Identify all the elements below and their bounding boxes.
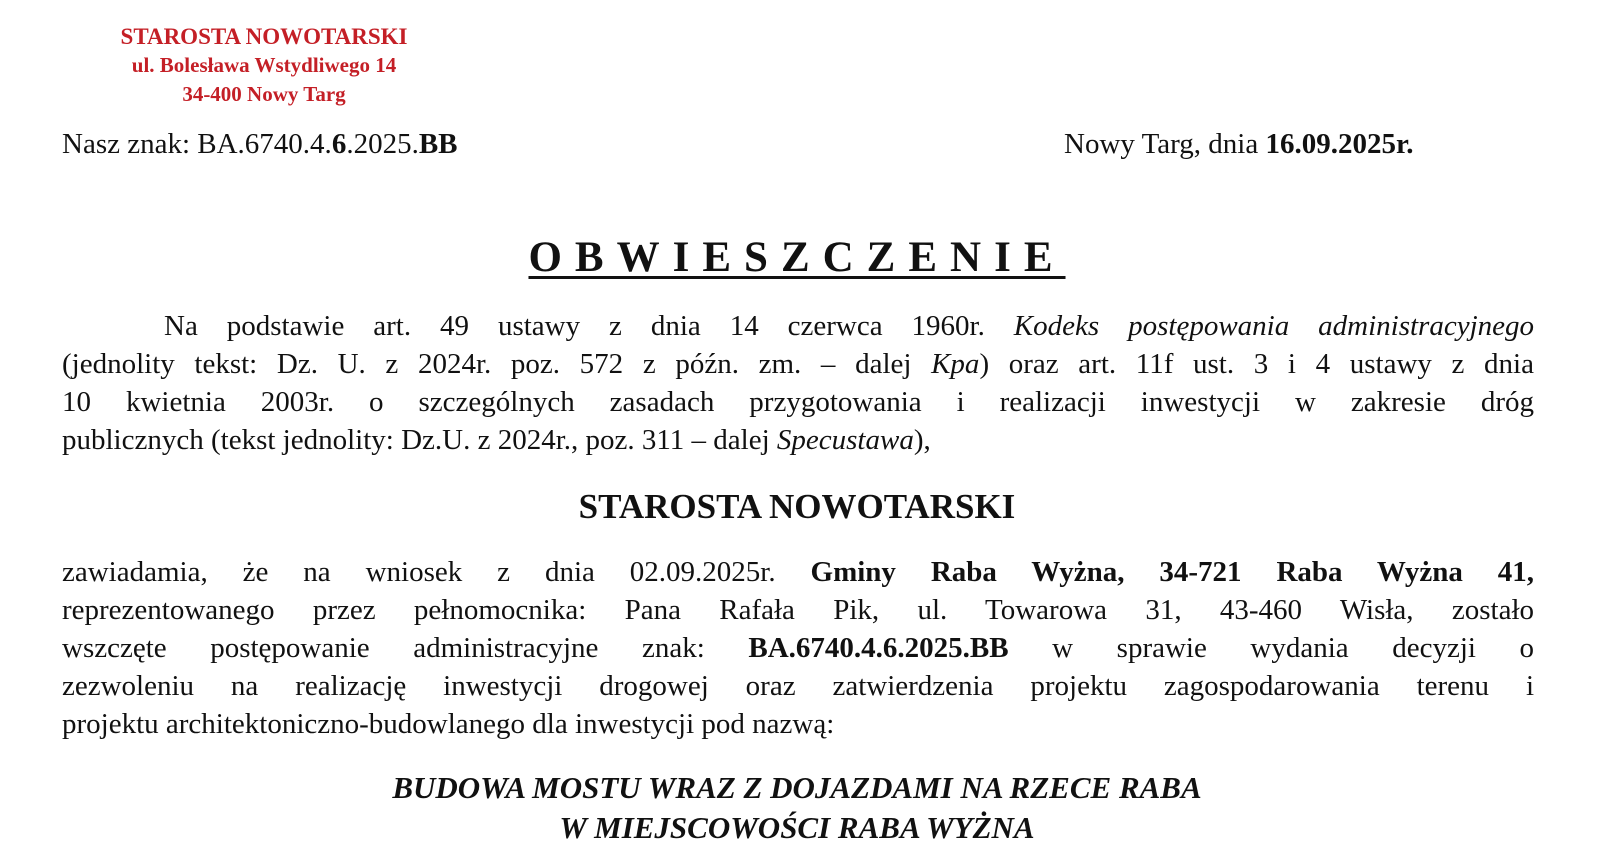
legal-basis-text: ) oraz art. 11f ust. 3 i 4 ustawy z dnia — [979, 348, 1534, 380]
project-title-line1: BUDOWA MOSTU WRAZ Z DOJAZDAMI NA RZECE RABA — [392, 770, 1202, 805]
notice-text: reprezentowanego przez pełnomocnika: Pana Rafała Pik, ul. Towarowa 31, 43-460 Wisła, zostało — [62, 594, 1534, 626]
case-number: BA.6740.4.6.2025.BB — [748, 632, 1009, 664]
letterhead — [100, 22, 428, 109]
notice-text: projektu architektoniczno-budowlanego dla inwestycji pod nazwą: — [62, 708, 835, 740]
kpa-abbrev: Kpa — [931, 348, 980, 380]
legal-basis-text: Na podstawie art. 49 ustawy z dnia 14 czerwca 1960r. — [164, 310, 1014, 342]
notice-text: w sprawie wydania decyzji o — [1008, 632, 1534, 664]
paragraph-line — [62, 667, 1534, 705]
paragraph-line — [62, 421, 1534, 459]
specustawa-abbrev: Specustawa — [776, 424, 914, 456]
paragraph-line — [62, 591, 1534, 629]
letterhead-street: ul. Bolesława Wstydliwego 14 — [131, 53, 397, 77]
notice-text: zezwoleniu na realizację inwestycji drogowej oraz zatwierdzenia projektu zagospodarowania terenu i — [62, 670, 1534, 702]
project-title — [0, 768, 1594, 848]
paragraph-line — [62, 307, 1534, 345]
legal-basis-text: 10 kwietnia 2003r. o szczególnych zasadach przygotowania i realizacji inwestycji w zakresie dróg — [62, 386, 1534, 418]
authority-heading: STAROSTA NOWOTARSKI — [578, 487, 1016, 526]
paragraph-line — [62, 705, 1534, 743]
code-name: Kodeks postępowania administracyjnego — [1013, 310, 1535, 342]
document-title-text: OBWIESZCZENIE — [528, 234, 1066, 281]
reference-suffix: BB — [418, 128, 458, 160]
reference-number-bold: 6 — [331, 128, 347, 160]
document-title — [0, 234, 1594, 282]
document-date — [1064, 127, 1413, 161]
date-prefix: Nowy Targ, dnia — [1064, 128, 1266, 160]
paragraph-line — [62, 383, 1534, 421]
notice-text: zawiadamia, że na wniosek z dnia 02.09.2025r. — [62, 556, 811, 588]
reference-label: Nasz znak: BA.6740.4. — [62, 128, 332, 160]
legal-basis-text: ), — [913, 424, 931, 456]
notice-text: wszczęte postępowanie administracyjne znak: — [62, 632, 749, 664]
legal-basis-paragraph — [62, 307, 1534, 459]
paragraph-line — [62, 345, 1534, 383]
reference-mid: .2025. — [346, 128, 419, 160]
letterhead-office-name: STAROSTA NOWOTARSKI — [120, 24, 408, 49]
legal-basis-text: publicznych (tekst jednolity: Dz.U. z 2024r., poz. 311 – dalej — [62, 424, 777, 456]
applicant-name: Gminy Raba Wyżna, 34-721 Raba Wyżna 41, — [810, 556, 1535, 588]
reference-number — [62, 127, 458, 161]
paragraph-line — [62, 629, 1534, 667]
paragraph-line — [62, 553, 1534, 591]
letterhead-city: 34-400 Nowy Targ — [182, 82, 346, 106]
legal-basis-text: (jednolity tekst: Dz. U. z 2024r. poz. 572 z późn. zm. – dalej — [62, 348, 932, 380]
project-title-line2: W MIEJSCOWOŚCI RABA WYŻNA — [559, 810, 1035, 845]
notice-paragraph — [62, 553, 1534, 743]
date-value: 16.09.2025r. — [1265, 128, 1414, 160]
